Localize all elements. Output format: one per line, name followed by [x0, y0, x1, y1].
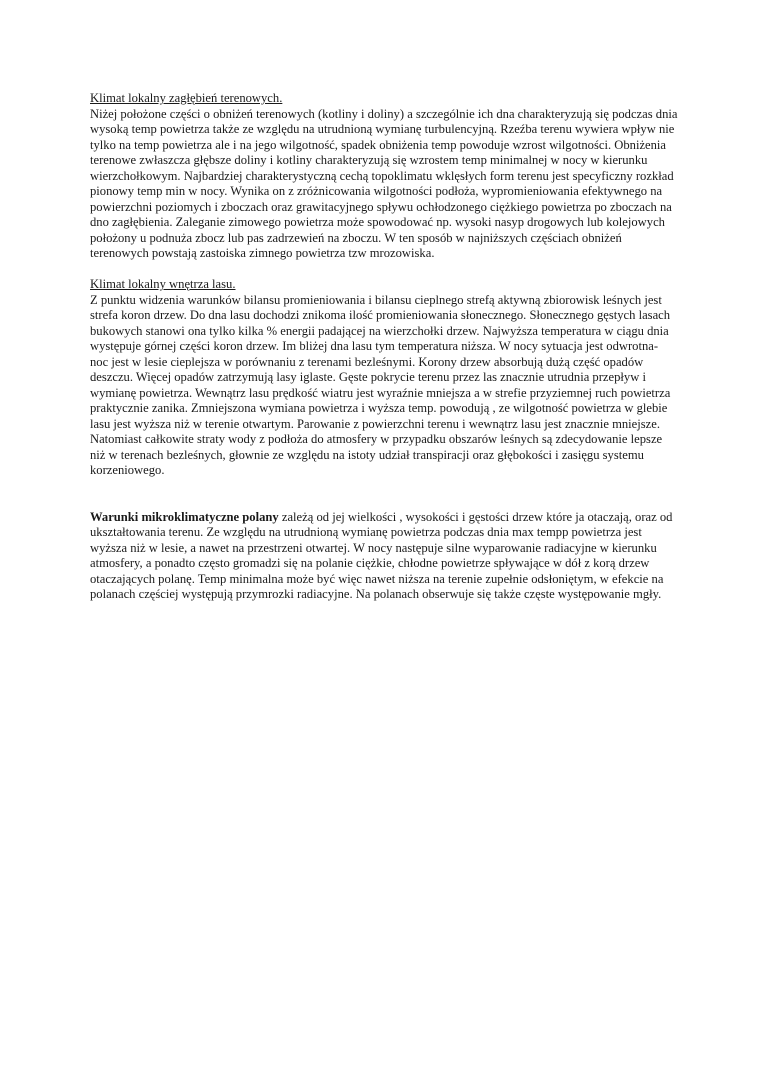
section-valley-climate: [90, 91, 678, 262]
section-forest-climate: [90, 277, 678, 479]
bold-lead-phrase: Warunki mikroklimatyczne polany: [90, 509, 279, 524]
section-clearing-climate: [90, 510, 678, 603]
section-paragraph: Niżej położone części o obniżeń terenowych (kotliny i doliny) a szczególnie ich dna charakteryzują się podczas dnia wysoką temp powietrza także ze względu na utrudnioną wymianę turbulencyjną. Rzeźba terenu wywiera wpływ nie tylko na temp powietrza ale i na jego wilgotność, spadek obniżenia temp powoduje wzrost wilgotności. Obniżenia terenowe zwłaszcza głębsze doliny i kotliny charakteryzują się wzrostem temp minimalnej w nocy w kierunku wierzchołkowym. Najbardziej charakterystyczną cechą topoklimatu wklęsłych form terenu jest specyficzny rozkład pionowy temp min w nocy. Wynika on z zróżnicowania wilgotności podłoża, wypromieniowania efektywnego na powierzchni poziomych i zboczach oraz grawitacyjnego spływu ochłodzonego ciężkiego powietrza po zboczach na dno zagłębienia. Zaleganie zimowego powietrza może spowodować np. wysoki nasyp drogowych lub kolejowych położony u podnuża zbocz lub pas zadrzewień na zboczu. W ten sposób w najniższych częściach obniżeń terenowych powstają zastoiska zimnego powietrza tzw mrozowiska.: [90, 106, 678, 260]
document-content: [90, 91, 678, 603]
paragraph-text: zależą od jej wielkości , wysokości i gęstości drzew które ja otaczają, oraz od ukształtowania terenu. Ze względu na utrudnioną wymianę powietrza podczas dnia max tempp powietrza jest wyższa niż w lesie, a nawet na przestrzeni otwartej. W nocy następuje silne wyparowanie radiacyjne w kierunku atmosfery, a ponadto często gromadzi się na polanie ciężkie, chłodne powietrze spływające w dół z korą drzew otaczających polanę. Temp minimalna może być więc nawet niższa na terenie zupełnie odsłoniętym, w efekcie na polanach częściej występują przymrozki radiacyjne. Na polanach obserwuje się także częste występowanie mgły.: [90, 509, 673, 601]
section-heading: Klimat lokalny zagłębień terenowych.: [90, 91, 283, 105]
section-heading: Klimat lokalny wnętrza lasu.: [90, 277, 236, 291]
section-paragraph: [90, 510, 678, 603]
section-paragraph: Z punktu widzenia warunków bilansu promieniowania i bilansu cieplnego strefą aktywną zbiorowisk leśnych jest strefa koron drzew. Do dna lasu dochodzi znikoma ilość promieniowania słonecznego. Słonecznego gęstych lasach bukowych stanowi ona tylko kilka % energii padającej na wierzchołki drzew. Najwyższa temperatura w ciągu dnia występuje górnej części koron drzew. Im bliżej dna lasu tym temperatura niższa. W nocy sytuacja jest odwrotna- noc jest w lesie cieplejsza w porównaniu z terenami bezleśnymi. Korony drzew absorbują dużą część opadów deszczu. Więcej opadów zatrzymują lasy iglaste. Gęste pokrycie terenu przez las znacznie utrudnia przepływ i wymianę powietrza. Wewnątrz lasu prędkość wiatru jest wyraźnie mniejsza a w strefie przyziemnej ruch powietrza praktycznie zanika. Zmniejszona wymiana powietrza i wyższa temp. powodują , ze wilgotność powietrza w glebie lasu jest wyższa niż w terenie otwartym. Parowanie z powierzchni terenu i wewnątrz lasu jest znacznie mniejsze. Natomiast całkowite straty wody z podłoża do atmosfery w przypadku obszarów leśnych są zdecydowanie lepsze niż w terenach bezleśnych, głownie ze względu na istoty udział transpiracji oraz głębokości i zasięgu systemu korzeniowego.: [90, 292, 671, 477]
